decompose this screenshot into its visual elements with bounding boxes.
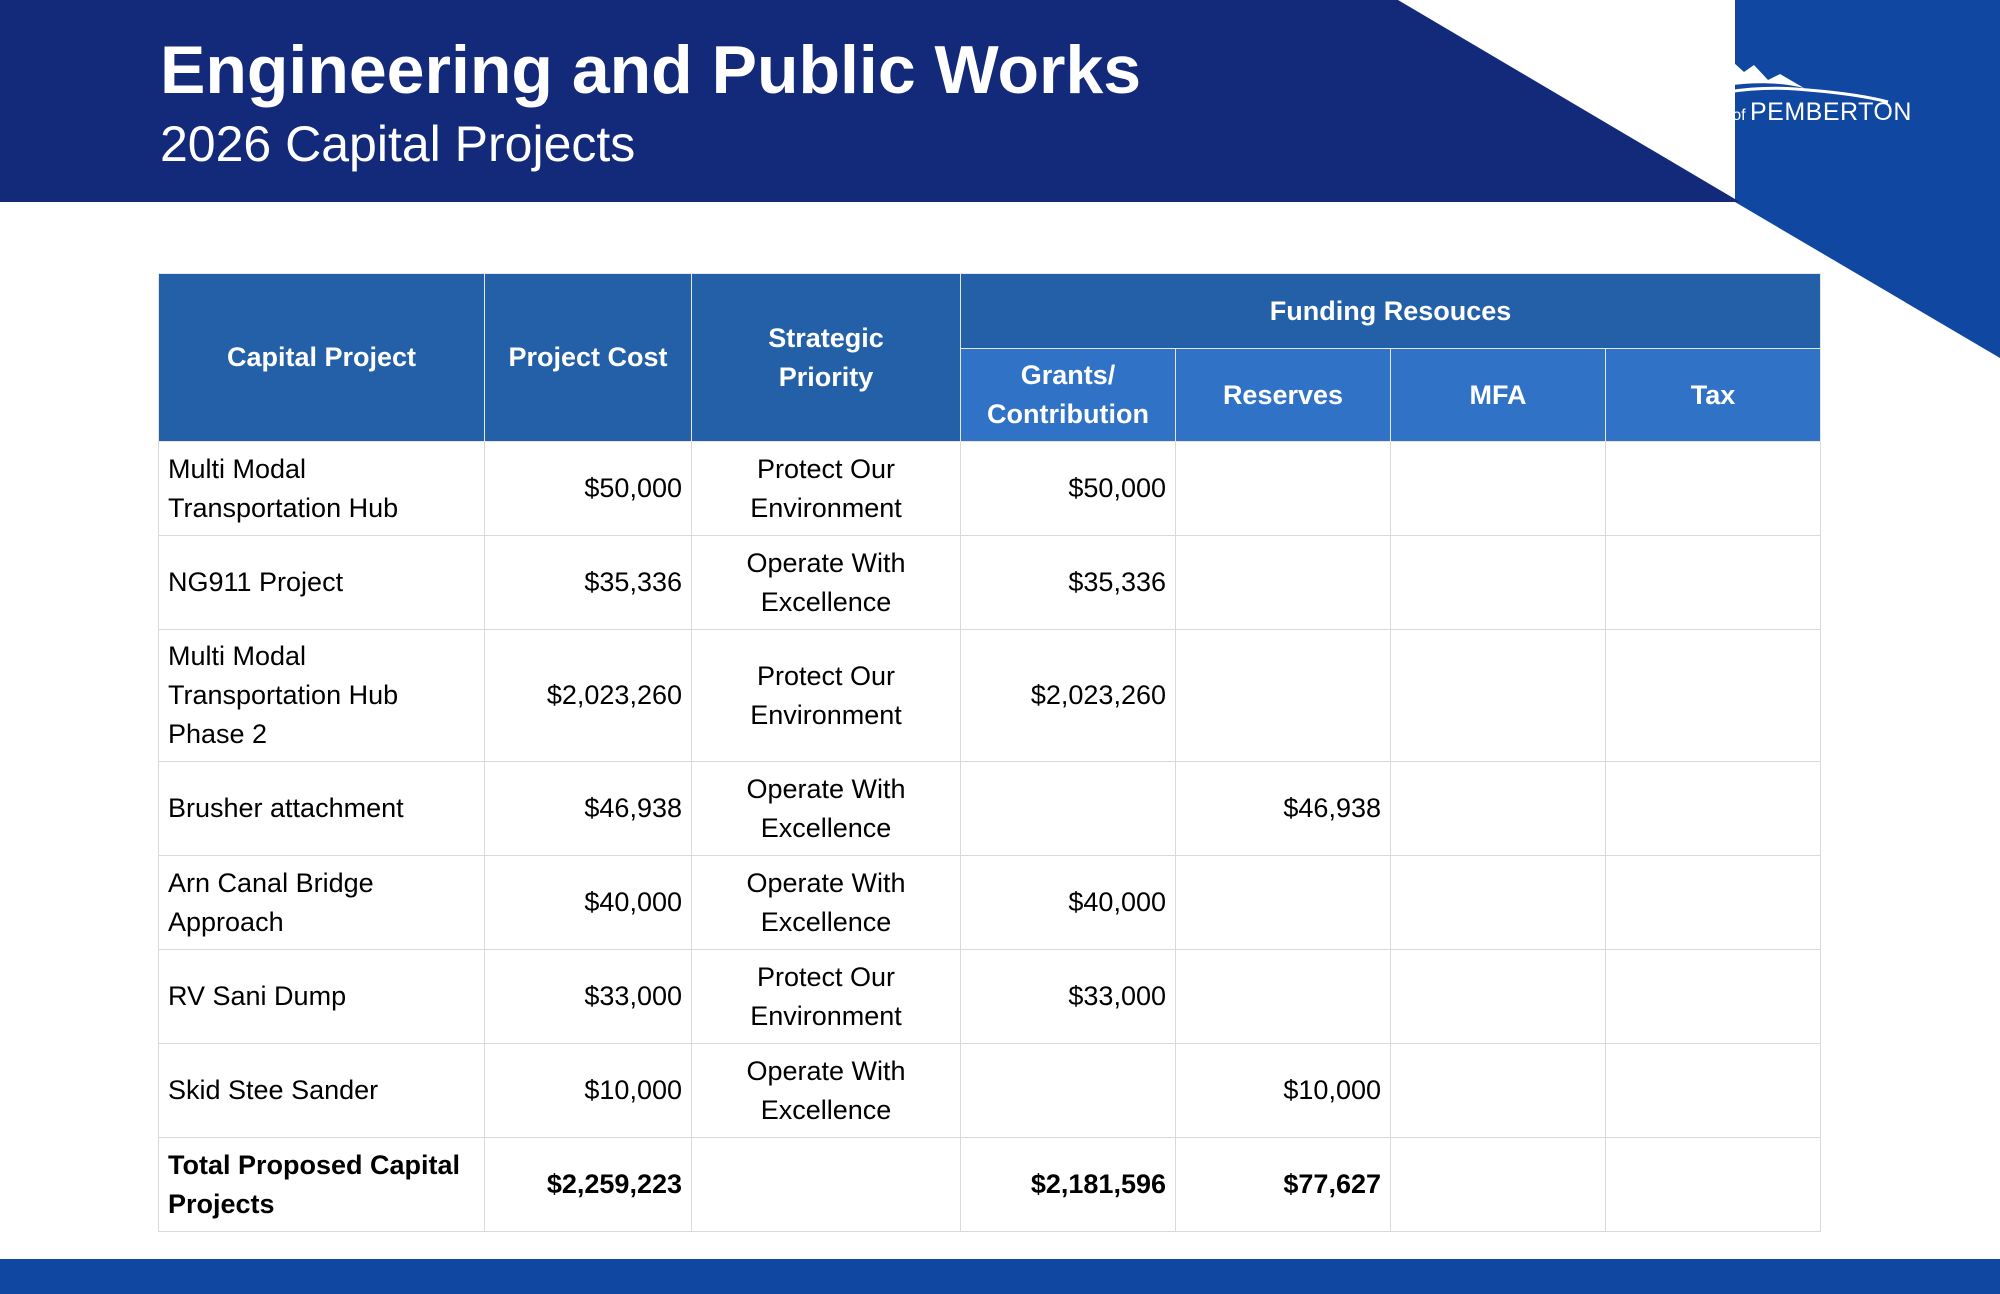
cell-cost: $2,023,260 [485, 630, 692, 762]
cell-project: Brusher attachment [159, 762, 485, 856]
cell-project: Multi Modal Transportation Hub Phase 2 [159, 630, 485, 762]
cell-grants: $50,000 [961, 442, 1176, 536]
cell-project: RV Sani Dump [159, 950, 485, 1044]
cell-cost: $10,000 [485, 1044, 692, 1138]
total-reserves: $77,627 [1176, 1138, 1391, 1232]
total-grants: $2,181,596 [961, 1138, 1176, 1232]
table-row [159, 442, 1821, 536]
table-row [159, 950, 1821, 1044]
cell-priority-text: Operate With Excellence [746, 547, 906, 617]
table-row [159, 536, 1821, 630]
logo-wordmark [1680, 98, 1912, 127]
cell-cost: $50,000 [485, 442, 692, 536]
total-label: Total Proposed Capital Projects [159, 1138, 485, 1232]
cell-priority [692, 950, 961, 1044]
cell-mfa [1391, 762, 1606, 856]
logo-name: PEMBERTON [1749, 98, 1912, 126]
header-grants-label: Grants/ Contribution [987, 360, 1149, 429]
cell-project: Multi Modal Transportation Hub [159, 442, 485, 536]
cell-grants [961, 1044, 1176, 1138]
cell-priority-text: Protect Our Environment [750, 453, 902, 523]
cell-reserves [1176, 950, 1391, 1044]
header-capital-project: Capital Project [159, 274, 485, 442]
cell-cost: $35,336 [485, 536, 692, 630]
cell-grants [961, 762, 1176, 856]
cell-grants: $35,336 [961, 536, 1176, 630]
footer-bar [0, 1259, 2000, 1294]
cell-reserves [1176, 536, 1391, 630]
cell-tax [1606, 856, 1821, 950]
cell-cost: $46,938 [485, 762, 692, 856]
cell-reserves: $10,000 [1176, 1044, 1391, 1138]
cell-reserves [1176, 630, 1391, 762]
table-row [159, 630, 1821, 762]
cell-priority [692, 856, 961, 950]
cell-reserves [1176, 442, 1391, 536]
cell-tax [1606, 762, 1821, 856]
page-subtitle: 2026 Capital Projects [160, 116, 636, 172]
cell-priority [692, 536, 961, 630]
cell-project: Skid Stee Sander [159, 1044, 485, 1138]
total-cost: $2,259,223 [485, 1138, 692, 1232]
cell-grants: $40,000 [961, 856, 1176, 950]
cell-grants: $2,023,260 [961, 630, 1176, 762]
cell-tax [1606, 950, 1821, 1044]
header-project-cost: Project Cost [485, 274, 692, 442]
header-strategic-priority [692, 274, 961, 442]
total-mfa [1391, 1138, 1606, 1232]
cell-mfa [1391, 442, 1606, 536]
header-reserves: Reserves [1176, 349, 1391, 442]
cell-reserves [1176, 856, 1391, 950]
header-strategic-priority-label: Strategic Priority [768, 322, 884, 392]
cell-priority-text: Operate With Excellence [746, 1055, 906, 1125]
cell-project: Arn Canal Bridge Approach [159, 856, 485, 950]
cell-cost: $33,000 [485, 950, 692, 1044]
table-row [159, 1044, 1821, 1138]
header-grants [961, 349, 1176, 442]
page-title: Engineering and Public Works [160, 32, 1142, 108]
cell-project: NG911 Project [159, 536, 485, 630]
cell-mfa [1391, 856, 1606, 950]
logo-prefix: Village of [1680, 107, 1746, 124]
cell-priority-text: Protect Our Environment [750, 660, 902, 730]
cell-mfa [1391, 536, 1606, 630]
cell-tax [1606, 630, 1821, 762]
table-row [159, 762, 1821, 856]
cell-grants: $33,000 [961, 950, 1176, 1044]
total-row [159, 1138, 1821, 1232]
cell-cost: $40,000 [485, 856, 692, 950]
total-tax [1606, 1138, 1821, 1232]
cell-mfa [1391, 630, 1606, 762]
cell-mfa [1391, 950, 1606, 1044]
cell-priority-text: Protect Our Environment [750, 961, 902, 1031]
cell-priority-text: Operate With Excellence [746, 773, 906, 843]
cell-priority [692, 630, 961, 762]
cell-priority-text: Operate With Excellence [746, 867, 906, 937]
header-mfa: MFA [1391, 349, 1606, 442]
capital-projects-table [158, 273, 1821, 1232]
cell-tax [1606, 442, 1821, 536]
cell-reserves: $46,938 [1176, 762, 1391, 856]
table-row [159, 856, 1821, 950]
cell-tax [1606, 536, 1821, 630]
header-funding-resources: Funding Resouces [961, 274, 1821, 349]
cell-tax [1606, 1044, 1821, 1138]
cell-mfa [1391, 1044, 1606, 1138]
cell-priority [692, 762, 961, 856]
cell-priority [692, 1044, 961, 1138]
total-priority [692, 1138, 961, 1232]
cell-priority [692, 442, 961, 536]
header-tax: Tax [1606, 349, 1821, 442]
